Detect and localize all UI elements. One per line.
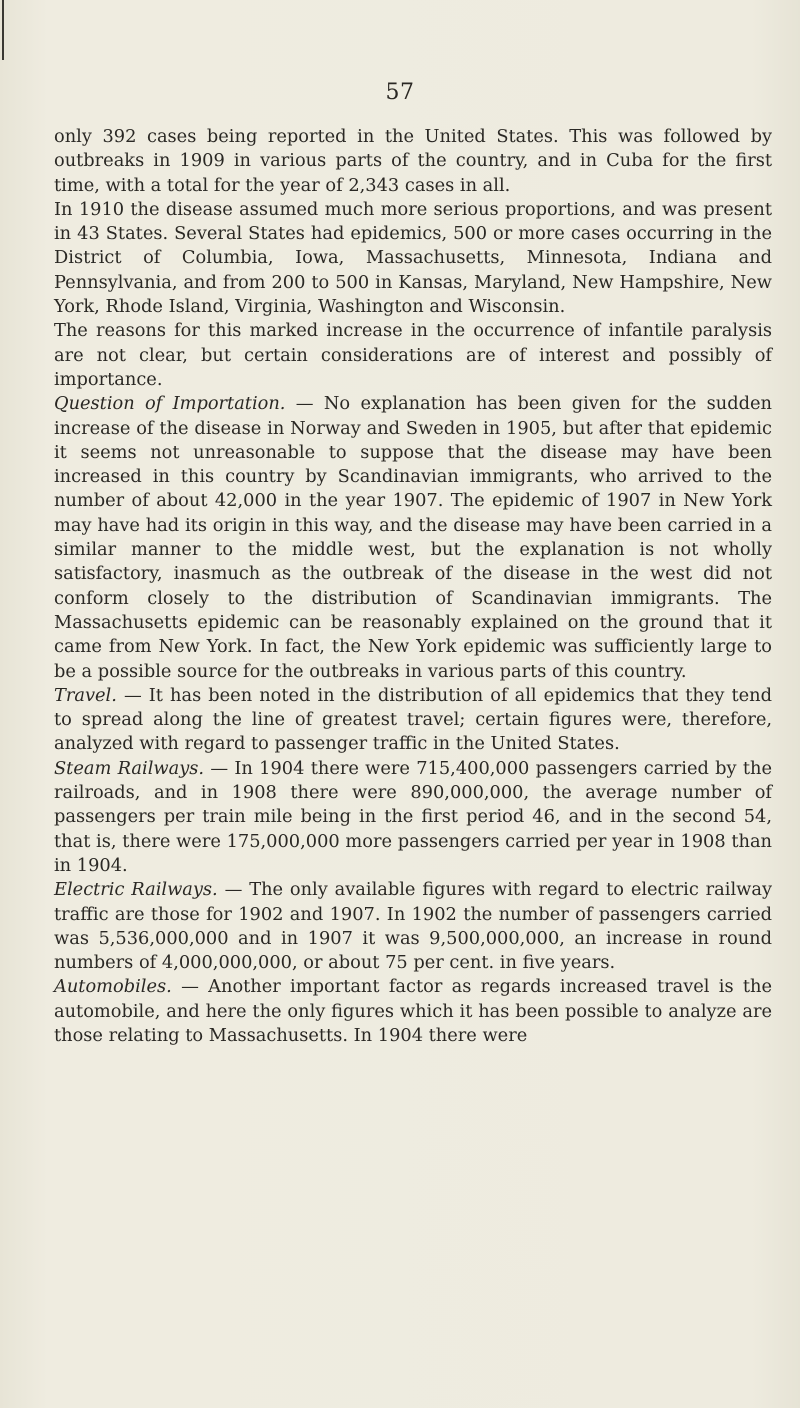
section-heading: Travel. bbox=[54, 684, 117, 706]
paragraph-text: The reasons for this marked increase in the occurrence of infantile paralysis are not clear, but certain considerations are of interest and possibly of importance. bbox=[54, 320, 772, 390]
page-number: 57 bbox=[385, 80, 415, 105]
paragraph-text: — Another important factor as regards increased travel is the automobile, and here the only figures which it has been possible to analyze are those relating to Massachusetts. In 1904 there were bbox=[54, 976, 772, 1046]
paragraph bbox=[54, 392, 772, 684]
body-text bbox=[54, 125, 772, 1048]
paragraph bbox=[54, 198, 772, 319]
paragraph bbox=[54, 878, 772, 975]
paragraph-text: — The only available figures with regard to electric railway traffic are those for 1902 and 1907. In 1902 the number of passengers carried was 5,536,000,000 and in 1907 it was 9,500,000,000, an increase in round numbers of 4,000,000,000, or about 75 per cent. in five years. bbox=[54, 879, 772, 974]
section-heading: Automobiles. bbox=[54, 976, 172, 998]
paragraph-text: In 1910 the disease assumed much more serious proportions, and was present in 43 States. Several States had epidemics, 500 or more cases occurring in the District of Columbia, Iowa, Massachusetts, Minnesota, Indiana and Pennsylvania, and from 200 to 500 in Kansas, Maryland, New Hampshire, New York, Rhode Island, Virginia, Washington and Wisconsin. bbox=[54, 198, 772, 318]
paragraph bbox=[54, 975, 772, 1048]
paragraph-text: — In 1904 there were 715,400,000 passengers carried by the railroads, and in 1908 there were 890,000,000, the average number of passengers per train mile being in the first period 46, and in the second 54, that is, there were 175,000,000 more passengers carried per year in 1908 than in 1904. bbox=[54, 757, 772, 876]
section-heading: Question of Importation. bbox=[54, 393, 286, 415]
paragraph-text: only 392 cases being reported in the United States. This was followed by outbreaks in 1909 in various parts of the country, and in Cuba for the first time, with a total for the year of 2,343 cases in all. bbox=[54, 126, 772, 196]
section-heading: Electric Railways. bbox=[54, 879, 218, 901]
page-edge-shadow bbox=[2, 0, 4, 60]
paragraph bbox=[54, 684, 772, 757]
paragraph-text: — It has been noted in the distribution of all epidemics that they tend to spread along the line of greatest travel; certain figures were, therefore, analyzed with regard to passenger traffic in the United States. bbox=[54, 684, 772, 755]
paragraph bbox=[54, 125, 772, 198]
section-heading: Steam Railways. bbox=[54, 757, 205, 779]
paragraph-text: — No explanation has been given for the sudden increase of the disease in Norway and Sweden in 1905, but after that epidemic it seems not unreasonable to suppose that the disease may have been increased in this country by Scandinavian immigrants, who arrived to the number of about 42,000 in the year 1907. The epidemic of 1907 in New York may have had its origin in this way, and the disease may have been carried in a similar manner to the middle west, but the explanation is not wholly satisfactory, inasmuch as the outbreak of the disease in the west did not conform closely to the distribution of Scandinavian immigrants. The Massachusetts epidemic can be reasonably explained on the ground that it came from New York. In fact, the New York epidemic was sufficiently large to be a possible source for the outbreaks in various parts of this country. bbox=[54, 393, 772, 682]
paragraph bbox=[54, 757, 772, 878]
paragraph bbox=[54, 319, 772, 392]
